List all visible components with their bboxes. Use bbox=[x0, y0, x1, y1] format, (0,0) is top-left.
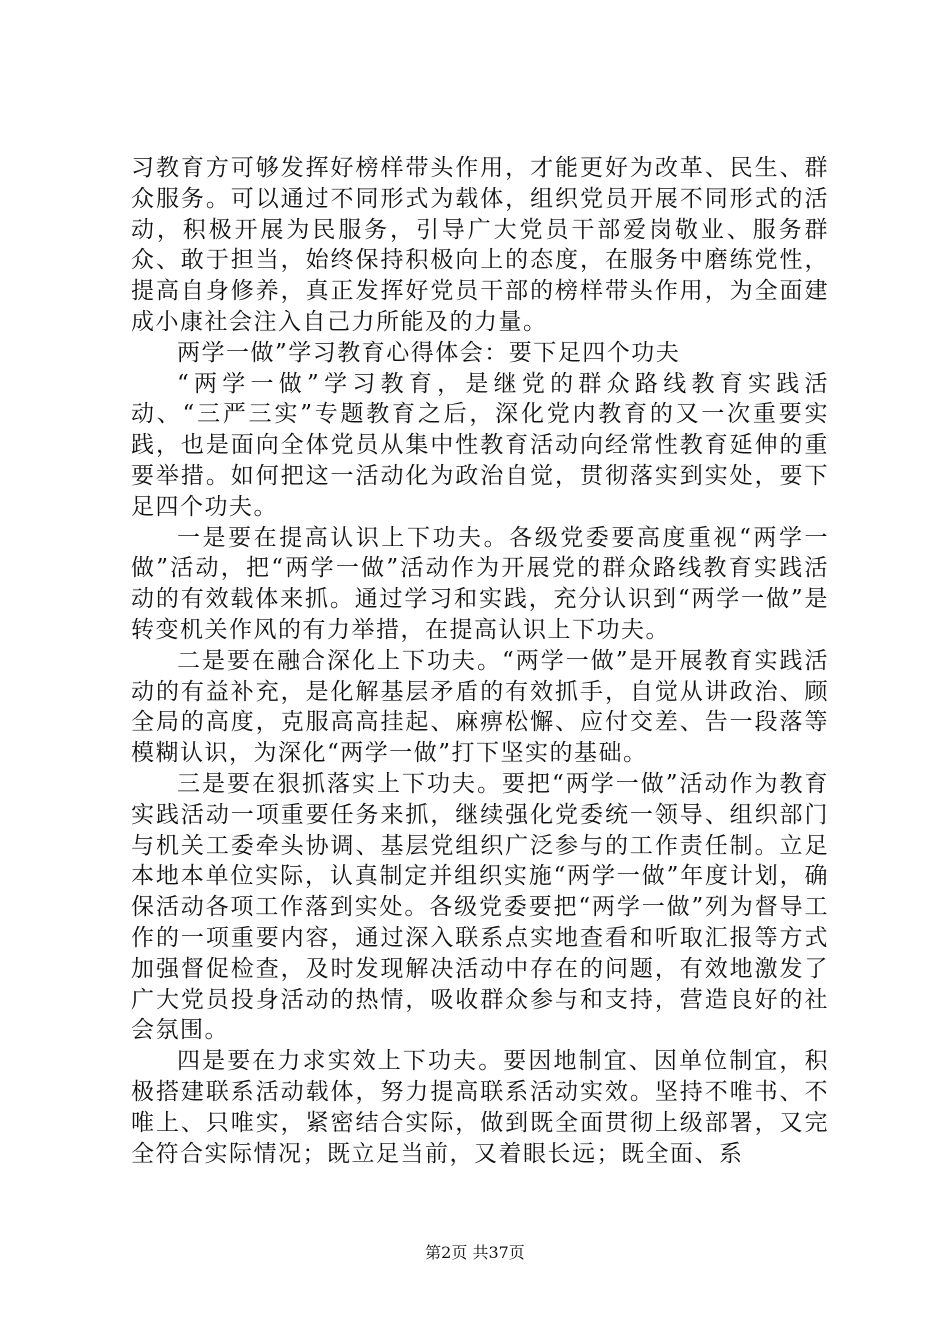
paragraph-continuation: 习教育方可够发挥好榜样带头作用，才能更好为改革、民生、群众服务。可以通过不同形式为载体，组织党员开展不同形式的活动，积极开展为民服务，引导广大党员干部爱岗敬业、服务群众、敢于担当，始终保持积极向上的态度，在服务中磨练党性，提高自身修养，真正发挥好党员干部的榜样带头作用，为全面建成小康社会注入自己力所能及的力量。 bbox=[131, 155, 829, 335]
page-footer bbox=[0, 1242, 950, 1264]
section-heading: 两学一做”学习教育心得体会：要下足四个功夫 bbox=[177, 339, 681, 366]
paragraph-point-one: 一是要在提高认识上下功夫。各级党委要高度重视“两学一做”活动，把“两学一做”活动作为开展党的群众路线教育实践活动的有效载体来抓。通过学习和实践，充分认识到“两学一做”是转变机关作风的有力举措，在提高认识上下功夫。 bbox=[131, 524, 829, 643]
paragraph-intro: “两学一做”学习教育，是继党的群众路线教育实践活动、“三严三实”专题教育之后，深化党内教育的又一次重要实践，也是面向全体党员从集中性教育活动向经常性教育延伸的重要举措。如何把这一活动化为政治自觉，贯彻落实到实处，要下足四个功夫。 bbox=[131, 370, 829, 520]
paragraph-point-three: 三是要在狠抓落实上下功夫。要把“两学一做”活动作为教育实践活动一项重要任务来抓，继续强化党委统一领导、组织部门与机关工委牵头协调、基层党组织广泛参与的工作责任制。立足本地本单位实际，认真制定并组织实施“两学一做”年度计划，确保活动各项工作落到实处。各级党委要把“两学一做”列为督导工作的一项重要内容，通过深入联系点实地查看和听取汇报等方式加强督促检查，及时发现解决活动中存在的问题，有效地激发了广大党员投身活动的热情，吸收群众参与和支持，营造良好的社会氛围。 bbox=[131, 770, 829, 1044]
paragraph-point-four: 四是要在力求实效上下功夫。要因地制宜、因单位制宜，积极搭建联系活动载体，努力提高联系活动实效。坚持不唯书、不唯上、只唯实，紧密结合实际，做到既全面贯彻上级部署，又完全符合实际情况；既立足当前，又着眼长远；既全面、系 bbox=[131, 1048, 829, 1167]
page-number-label: 第2页 共37页 bbox=[425, 1243, 525, 1262]
document-body bbox=[131, 153, 829, 1169]
paragraph-point-two: 二是要在融合深化上下功夫。“两学一做”是开展教育实践活动的有益补充，是化解基层矛盾的有效抓手，自觉从讲政治、顾全局的高度，克服高高挂起、麻痹松懈、应付交差、告一段落等模糊认识，为深化“两学一做”打下坚实的基础。 bbox=[131, 647, 829, 767]
